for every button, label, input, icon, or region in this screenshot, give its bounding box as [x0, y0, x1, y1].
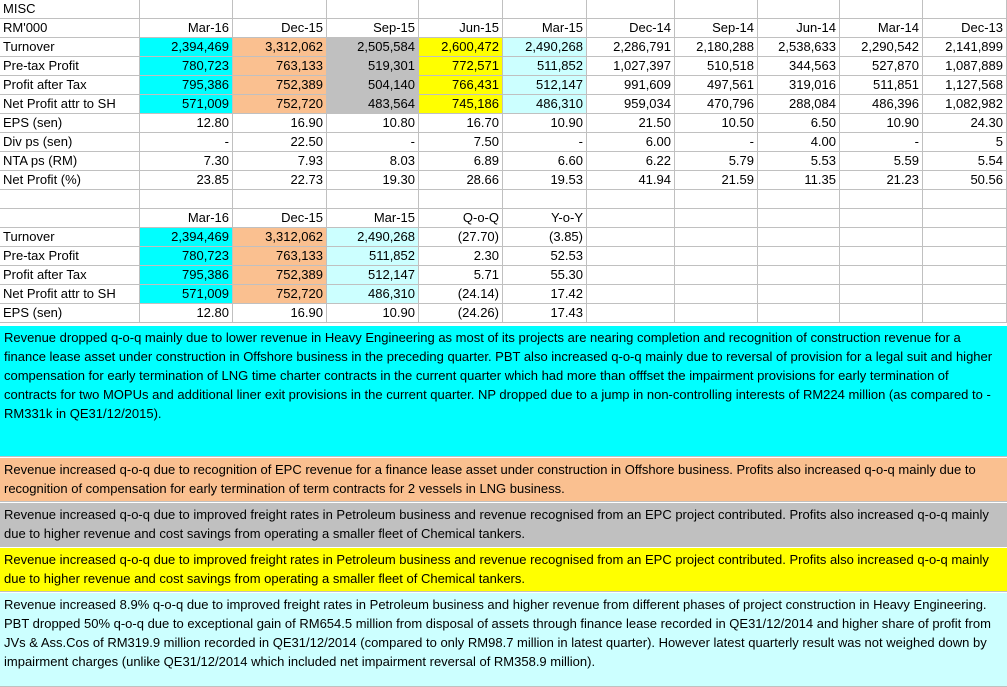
- data-cell[interactable]: 2,600,472: [419, 38, 503, 57]
- data-cell[interactable]: 6.60: [503, 152, 587, 171]
- empty-cell[interactable]: [0, 190, 140, 209]
- data-cell[interactable]: 571,009: [140, 285, 233, 304]
- empty-cell[interactable]: [923, 304, 1007, 323]
- data-cell[interactable]: 50.56: [923, 171, 1007, 190]
- commentary-note[interactable]: Revenue increased q-o-q due to improved freight rates in Petroleum business and revenue recognised from an EPC project contributed. Profits also increased q-o-q mainly due to higher revenue and cost savings from operating a smaller fleet of Chemical tankers.: [0, 548, 1007, 592]
- column-header-cell[interactable]: Mar-14: [840, 19, 923, 38]
- data-cell[interactable]: 10.90: [503, 114, 587, 133]
- row-label-cell[interactable]: EPS (sen): [0, 114, 140, 133]
- row-label-cell[interactable]: Div ps (sen): [0, 133, 140, 152]
- empty-cell[interactable]: [923, 228, 1007, 247]
- data-cell[interactable]: 6.22: [587, 152, 675, 171]
- data-cell[interactable]: 2,394,469: [140, 228, 233, 247]
- data-cell[interactable]: 12.80: [140, 114, 233, 133]
- commentary-note[interactable]: Revenue increased q-o-q due to improved freight rates in Petroleum business and revenue recognised from an EPC project contributed. Profits also increased q-o-q mainly due to higher revenue and cost savings from operating a smaller fleet of Chemical tankers.: [0, 503, 1007, 547]
- data-cell[interactable]: (24.14): [419, 285, 503, 304]
- column-header-cell[interactable]: Dec-14: [587, 19, 675, 38]
- empty-cell[interactable]: [233, 0, 327, 19]
- data-cell[interactable]: 780,723: [140, 57, 233, 76]
- data-cell[interactable]: 959,034: [587, 95, 675, 114]
- empty-cell[interactable]: [503, 190, 587, 209]
- data-cell[interactable]: 8.03: [327, 152, 419, 171]
- data-cell[interactable]: 2,290,542: [840, 38, 923, 57]
- data-cell[interactable]: 10.80: [327, 114, 419, 133]
- data-cell[interactable]: -: [675, 133, 758, 152]
- empty-cell[interactable]: [758, 209, 840, 228]
- data-cell[interactable]: 21.59: [675, 171, 758, 190]
- empty-cell[interactable]: [840, 228, 923, 247]
- data-cell[interactable]: 3,312,062: [233, 38, 327, 57]
- data-cell[interactable]: 497,561: [675, 76, 758, 95]
- empty-cell[interactable]: [758, 266, 840, 285]
- empty-cell[interactable]: [587, 266, 675, 285]
- empty-cell[interactable]: [587, 209, 675, 228]
- empty-cell[interactable]: [233, 190, 327, 209]
- data-cell[interactable]: 483,564: [327, 95, 419, 114]
- data-cell[interactable]: 16.90: [233, 304, 327, 323]
- column-header-cell[interactable]: Q-o-Q: [419, 209, 503, 228]
- empty-cell[interactable]: [923, 247, 1007, 266]
- data-cell[interactable]: 16.90: [233, 114, 327, 133]
- empty-cell[interactable]: [675, 247, 758, 266]
- empty-cell[interactable]: [923, 285, 1007, 304]
- data-cell[interactable]: 22.50: [233, 133, 327, 152]
- data-cell[interactable]: 55.30: [503, 266, 587, 285]
- column-header-cell[interactable]: Y-o-Y: [503, 209, 587, 228]
- empty-cell[interactable]: [758, 228, 840, 247]
- data-cell[interactable]: 504,140: [327, 76, 419, 95]
- data-cell[interactable]: 795,386: [140, 266, 233, 285]
- data-cell[interactable]: 527,870: [840, 57, 923, 76]
- data-cell[interactable]: 5.59: [840, 152, 923, 171]
- data-cell[interactable]: 6.00: [587, 133, 675, 152]
- column-header-cell[interactable]: Sep-15: [327, 19, 419, 38]
- empty-cell[interactable]: [675, 304, 758, 323]
- commentary-note[interactable]: Revenue increased q-o-q due to recognition of EPC revenue for a finance lease asset under construction in Offshore business. Profits also increased q-o-q mainly due to recognition of compensation for early termination of term contracts for 2 vessels in LNG business.: [0, 458, 1007, 502]
- empty-cell[interactable]: [923, 0, 1007, 19]
- data-cell[interactable]: 11.35: [758, 171, 840, 190]
- data-cell[interactable]: 7.93: [233, 152, 327, 171]
- data-cell[interactable]: 6.89: [419, 152, 503, 171]
- empty-cell[interactable]: [587, 190, 675, 209]
- row-label-cell[interactable]: Net Profit attr to SH: [0, 95, 140, 114]
- empty-cell[interactable]: [503, 0, 587, 19]
- empty-cell[interactable]: [675, 266, 758, 285]
- data-cell[interactable]: 10.90: [840, 114, 923, 133]
- data-cell[interactable]: 1,087,889: [923, 57, 1007, 76]
- data-cell[interactable]: 510,518: [675, 57, 758, 76]
- empty-cell[interactable]: [840, 209, 923, 228]
- unit-label-cell[interactable]: RM'000: [0, 19, 140, 38]
- empty-cell[interactable]: [587, 247, 675, 266]
- data-cell[interactable]: 7.50: [419, 133, 503, 152]
- data-cell[interactable]: 16.70: [419, 114, 503, 133]
- data-cell[interactable]: 752,720: [233, 285, 327, 304]
- data-cell[interactable]: (3.85): [503, 228, 587, 247]
- empty-cell[interactable]: [758, 247, 840, 266]
- data-cell[interactable]: 511,852: [503, 57, 587, 76]
- data-cell[interactable]: 41.94: [587, 171, 675, 190]
- column-header-cell[interactable]: Jun-14: [758, 19, 840, 38]
- commentary-note[interactable]: Revenue dropped q-o-q mainly due to lower revenue in Heavy Engineering as most of its projects are nearing completion and recognition of construction revenue for a finance lease asset under construction in Offshore business in the preceding quarter. PBT also increased q-o-q mainly due to reversal of provision for a legal suit and higher compensation for early termination of LNG time charter contracts in the current quarter which had more than offfset the impairment provisions for early termination of contracts for two MOPUs and additional liner exit provisions in the current quarter. NP dropped due to a jump in non-controlling interests of RM224 million (as compared to -RM331k in QE31/12/2015).: [0, 326, 1007, 457]
- commentary-note[interactable]: Revenue increased 8.9% q-o-q due to improved freight rates in Petroleum business and higher revenue from different phases of project construction in Heavy Engineering. PBT dropped 50% q-o-q due to exceptional gain of RM654.5 million from disposal of assets through finance lease recorded in QE31/12/2014 and higher share of profit from JVs & Ass.Cos of RM319.9 million recorded in QE31/12/2014 (compared to only RM98.7 million in latest quarter). However latest quarterly result was not weighed down by impairment charges (unlike QE31/12/2014 which included net impairment reversal of RM358.9 million).: [0, 593, 1007, 687]
- data-cell[interactable]: 19.53: [503, 171, 587, 190]
- data-cell[interactable]: 1,082,982: [923, 95, 1007, 114]
- column-header-cell[interactable]: Mar-15: [503, 19, 587, 38]
- data-cell[interactable]: 511,851: [840, 76, 923, 95]
- column-header-cell[interactable]: Dec-13: [923, 19, 1007, 38]
- data-cell[interactable]: 2,505,584: [327, 38, 419, 57]
- data-cell[interactable]: 780,723: [140, 247, 233, 266]
- data-cell[interactable]: 23.85: [140, 171, 233, 190]
- data-cell[interactable]: 5.71: [419, 266, 503, 285]
- data-cell[interactable]: 21.50: [587, 114, 675, 133]
- empty-cell[interactable]: [758, 0, 840, 19]
- data-cell[interactable]: 2,490,268: [327, 228, 419, 247]
- empty-cell[interactable]: [840, 190, 923, 209]
- data-cell[interactable]: 752,720: [233, 95, 327, 114]
- data-cell[interactable]: 344,563: [758, 57, 840, 76]
- empty-cell[interactable]: [419, 0, 503, 19]
- data-cell[interactable]: 763,133: [233, 247, 327, 266]
- empty-cell[interactable]: [840, 285, 923, 304]
- data-cell[interactable]: 4.00: [758, 133, 840, 152]
- empty-cell[interactable]: [327, 0, 419, 19]
- data-cell[interactable]: 2,490,268: [503, 38, 587, 57]
- empty-cell[interactable]: [840, 304, 923, 323]
- data-cell[interactable]: 28.66: [419, 171, 503, 190]
- data-cell[interactable]: 991,609: [587, 76, 675, 95]
- data-cell[interactable]: 24.30: [923, 114, 1007, 133]
- data-cell[interactable]: 19.30: [327, 171, 419, 190]
- empty-cell[interactable]: [675, 209, 758, 228]
- row-label-cell[interactable]: Profit after Tax: [0, 266, 140, 285]
- empty-cell[interactable]: [840, 247, 923, 266]
- data-cell[interactable]: (27.70): [419, 228, 503, 247]
- data-cell[interactable]: -: [327, 133, 419, 152]
- empty-cell[interactable]: [587, 228, 675, 247]
- data-cell[interactable]: 795,386: [140, 76, 233, 95]
- data-cell[interactable]: 486,310: [503, 95, 587, 114]
- row-label-cell[interactable]: Pre-tax Profit: [0, 57, 140, 76]
- data-cell[interactable]: 2,141,899: [923, 38, 1007, 57]
- empty-cell[interactable]: [675, 228, 758, 247]
- sheet-title-cell[interactable]: MISC: [0, 0, 140, 19]
- data-cell[interactable]: 22.73: [233, 171, 327, 190]
- data-cell[interactable]: -: [503, 133, 587, 152]
- row-label-cell[interactable]: Turnover: [0, 38, 140, 57]
- empty-cell[interactable]: [587, 285, 675, 304]
- data-cell[interactable]: 486,310: [327, 285, 419, 304]
- data-cell[interactable]: 512,147: [327, 266, 419, 285]
- data-cell[interactable]: 519,301: [327, 57, 419, 76]
- empty-cell[interactable]: [758, 285, 840, 304]
- data-cell[interactable]: 486,396: [840, 95, 923, 114]
- empty-cell[interactable]: [923, 190, 1007, 209]
- row-label-cell[interactable]: Net Profit (%): [0, 171, 140, 190]
- data-cell[interactable]: 5: [923, 133, 1007, 152]
- data-cell[interactable]: 2,394,469: [140, 38, 233, 57]
- data-cell[interactable]: 12.80: [140, 304, 233, 323]
- column-header-cell[interactable]: Dec-15: [233, 209, 327, 228]
- data-cell[interactable]: 772,571: [419, 57, 503, 76]
- data-cell[interactable]: 10.50: [675, 114, 758, 133]
- data-cell[interactable]: 2,180,288: [675, 38, 758, 57]
- column-header-cell[interactable]: Mar-16: [140, 19, 233, 38]
- data-cell[interactable]: 571,009: [140, 95, 233, 114]
- row-label-cell[interactable]: EPS (sen): [0, 304, 140, 323]
- data-cell[interactable]: 2.30: [419, 247, 503, 266]
- data-cell[interactable]: 10.90: [327, 304, 419, 323]
- row-label-cell[interactable]: NTA ps (RM): [0, 152, 140, 171]
- data-cell[interactable]: 1,027,397: [587, 57, 675, 76]
- data-cell[interactable]: 1,127,568: [923, 76, 1007, 95]
- data-cell[interactable]: 766,431: [419, 76, 503, 95]
- data-cell[interactable]: 5.79: [675, 152, 758, 171]
- column-header-cell[interactable]: Mar-15: [327, 209, 419, 228]
- data-cell[interactable]: 17.42: [503, 285, 587, 304]
- empty-cell[interactable]: [140, 0, 233, 19]
- empty-cell[interactable]: [327, 190, 419, 209]
- data-cell[interactable]: 470,796: [675, 95, 758, 114]
- empty-cell[interactable]: [675, 0, 758, 19]
- data-cell[interactable]: 752,389: [233, 76, 327, 95]
- empty-cell[interactable]: [675, 285, 758, 304]
- column-header-cell[interactable]: Sep-14: [675, 19, 758, 38]
- data-cell[interactable]: 21.23: [840, 171, 923, 190]
- empty-cell[interactable]: [923, 266, 1007, 285]
- empty-cell[interactable]: [140, 190, 233, 209]
- data-cell[interactable]: 5.53: [758, 152, 840, 171]
- column-header-cell[interactable]: Mar-16: [140, 209, 233, 228]
- data-cell[interactable]: -: [840, 133, 923, 152]
- row-label-cell[interactable]: Turnover: [0, 228, 140, 247]
- data-cell[interactable]: 17.43: [503, 304, 587, 323]
- data-cell[interactable]: 288,084: [758, 95, 840, 114]
- empty-cell[interactable]: [840, 266, 923, 285]
- row-label-cell[interactable]: Pre-tax Profit: [0, 247, 140, 266]
- empty-cell[interactable]: [419, 190, 503, 209]
- data-cell[interactable]: 319,016: [758, 76, 840, 95]
- data-cell[interactable]: 2,538,633: [758, 38, 840, 57]
- empty-cell[interactable]: [923, 209, 1007, 228]
- data-cell[interactable]: -: [140, 133, 233, 152]
- row-label-cell[interactable]: Net Profit attr to SH: [0, 285, 140, 304]
- data-cell[interactable]: 512,147: [503, 76, 587, 95]
- data-cell[interactable]: 6.50: [758, 114, 840, 133]
- empty-cell[interactable]: [587, 0, 675, 19]
- empty-cell[interactable]: [758, 304, 840, 323]
- data-cell[interactable]: (24.26): [419, 304, 503, 323]
- data-cell[interactable]: 763,133: [233, 57, 327, 76]
- data-cell[interactable]: 752,389: [233, 266, 327, 285]
- data-cell[interactable]: 2,286,791: [587, 38, 675, 57]
- column-header-cell[interactable]: Jun-15: [419, 19, 503, 38]
- data-cell[interactable]: 511,852: [327, 247, 419, 266]
- data-cell[interactable]: 52.53: [503, 247, 587, 266]
- empty-cell[interactable]: [0, 209, 140, 228]
- empty-cell[interactable]: [758, 190, 840, 209]
- empty-cell[interactable]: [840, 0, 923, 19]
- column-header-cell[interactable]: Dec-15: [233, 19, 327, 38]
- data-cell[interactable]: 5.54: [923, 152, 1007, 171]
- row-label-cell[interactable]: Profit after Tax: [0, 76, 140, 95]
- data-cell[interactable]: 3,312,062: [233, 228, 327, 247]
- data-cell[interactable]: 745,186: [419, 95, 503, 114]
- empty-cell[interactable]: [675, 190, 758, 209]
- empty-cell[interactable]: [587, 304, 675, 323]
- data-cell[interactable]: 7.30: [140, 152, 233, 171]
